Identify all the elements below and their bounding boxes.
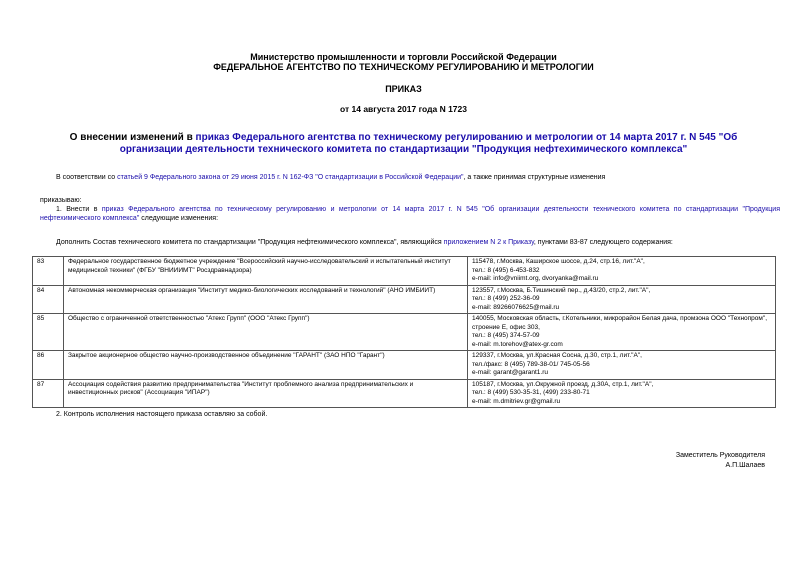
item1-suffix: следующие изменения: xyxy=(139,215,219,222)
address: 115478, г.Москва, Каширское шоссе, д.24, стр.16, лит."А", xyxy=(472,258,645,265)
email: e-mail: m.torehov@atex-gr.com xyxy=(472,340,563,348)
row-number-cell xyxy=(33,351,64,380)
title-prefix: О внесении изменений в xyxy=(69,132,196,143)
table-row xyxy=(33,314,776,351)
preamble-prefix: В соответствии со xyxy=(56,174,118,181)
supplement-suffix: , пунктами 83-87 следующего содержания: xyxy=(533,239,673,246)
table-row xyxy=(33,379,776,408)
table-row xyxy=(33,257,776,286)
ministry-name: Министерство промышленности и торговли Российской Федерации xyxy=(250,52,557,62)
address: 123557, г.Москва, Б.Тишинский пер., д.43/20, стр.2, лит."А", xyxy=(472,286,651,294)
contacts-cell xyxy=(468,314,776,351)
row-number: 83 xyxy=(37,258,45,265)
row-number-cell xyxy=(33,379,64,408)
table-row xyxy=(33,285,776,314)
item-1 xyxy=(40,205,780,223)
address: 129337, г.Москва, ул.Красная Сосна, д.30, стр.1, лит."А", xyxy=(472,352,642,359)
organization-cell xyxy=(64,351,468,380)
email: e-mail: m.dmitriev.gr@gmail.ru xyxy=(472,397,561,405)
row-number: 84 xyxy=(37,286,45,294)
address: 105187, г.Москва, ул.Окружной проезд, д.30А, стр.1, лит."А", xyxy=(472,380,654,388)
supplement xyxy=(56,238,776,247)
row-number-cell xyxy=(33,285,64,314)
supplement-link[interactable]: приложением N 2 к Приказу xyxy=(443,239,534,246)
phone: тел.: 8 (495) 6-453-832 xyxy=(472,266,540,274)
title-link[interactable]: приказ Федерального агентства по техническому регулированию и метрологии от 14 марта 2017 г. N 545 "Об организации деятельности технического комитета по стандартизации "Продукция нефтехимического комплекса" xyxy=(119,132,738,155)
item-2: 2. Контроль исполнения настоящего приказа оставляю за собой. xyxy=(56,411,268,418)
contacts-cell xyxy=(468,379,776,408)
doc-date-number: от 14 августа 2017 года N 1723 xyxy=(340,104,467,114)
organization-cell xyxy=(64,314,468,351)
phone: тел.: 8 (499) 252-36-09 xyxy=(472,295,540,302)
signature-name: А.П.Шалаев xyxy=(725,462,765,469)
address-extra: строение Е, офис 303, xyxy=(472,323,540,331)
phone: тел.: 8 (495) 374-57-09 xyxy=(472,332,540,339)
doc-type: ПРИКАЗ xyxy=(385,84,422,94)
email: e-mail: garant@garant1.ru xyxy=(472,369,548,376)
organization-cell xyxy=(64,379,468,408)
phone: тел.: 8 (499) 530-35-31, (499) 233-80-71 xyxy=(472,389,590,396)
row-number-cell xyxy=(33,257,64,286)
order-word: приказываю: xyxy=(40,197,82,204)
row-number: 87 xyxy=(37,380,45,388)
organization-name: Федеральное государственное бюджетное учреждение "Всероссийский научно-исследовательский и испытательный институт медицинской техники" (ФГБУ "ВНИИИМТ" Росздравнадзора) xyxy=(68,258,451,274)
organization-cell xyxy=(64,285,468,314)
preamble-link[interactable]: статьей 9 Федерального закона от 29 июня 2015 г. N 162-ФЗ "О стандартизации в Российской Федерации" xyxy=(117,174,464,181)
committee-table xyxy=(32,256,776,408)
row-number: 86 xyxy=(37,352,45,359)
address: 140055, Московская область, г.Котельники, микрорайон Белая дача, промзона ООО "Технопром", xyxy=(472,315,767,322)
email: e-mail: info@vniimt.org, dvoryanka@mail.ru xyxy=(472,275,599,282)
contacts-cell xyxy=(468,285,776,314)
table-row xyxy=(33,351,776,380)
item1-prefix: 1. Внести в xyxy=(56,206,102,213)
supplement-prefix: Дополнить Состав технического комитета по стандартизации "Продукция нефтехимического комплекса", являющийся xyxy=(56,239,444,246)
signature-position: Заместитель Руководителя xyxy=(675,452,765,459)
email: e-mail: 89266076625@mail.ru xyxy=(472,303,560,311)
doc-title xyxy=(40,132,767,156)
phone: тел./факс: 8 (495) 789-38-01/ 745-05-56 xyxy=(472,360,590,368)
row-number-cell xyxy=(33,314,64,351)
row-number: 85 xyxy=(37,315,45,322)
item1-link[interactable]: приказ Федерального агентства по техническому регулированию и метрологии от 14 марта 2017 г. N 545 "Об организации деятельности технического комитета по стандартизации "Продукция нефтехимического комплекса" xyxy=(40,206,780,222)
agency-name: ФЕДЕРАЛЬНОЕ АГЕНТСТВО ПО ТЕХНИЧЕСКОМУ РЕГУЛИРОВАНИЮ И МЕТРОЛОГИИ xyxy=(213,62,594,72)
contacts-cell xyxy=(468,351,776,380)
organization-name: Ассоциация содействия развитию предпринимательства "Институт проблемного анализа предпринимательских и инвестиционных рисков" (Ассоциация "ИПАР") xyxy=(68,380,414,396)
organization-name: Автономная некоммерческая организация "Институт медико-биологических исследований и технологий" (АНО ИМБИИТ) xyxy=(68,286,436,294)
contacts-cell xyxy=(468,257,776,286)
preamble-suffix: , а также принимая структурные изменения xyxy=(463,174,606,181)
organization-cell xyxy=(64,257,468,286)
organization-name: Закрытое акционерное общество научно-производственное объединение "ГАРАНТ" (ЗАО НПО "Гарант") xyxy=(68,352,385,359)
preamble xyxy=(56,173,776,182)
organization-name: Общество с ограниченной ответственностью "Атекс Групп" (ООО "Атекс Групп") xyxy=(68,315,310,322)
